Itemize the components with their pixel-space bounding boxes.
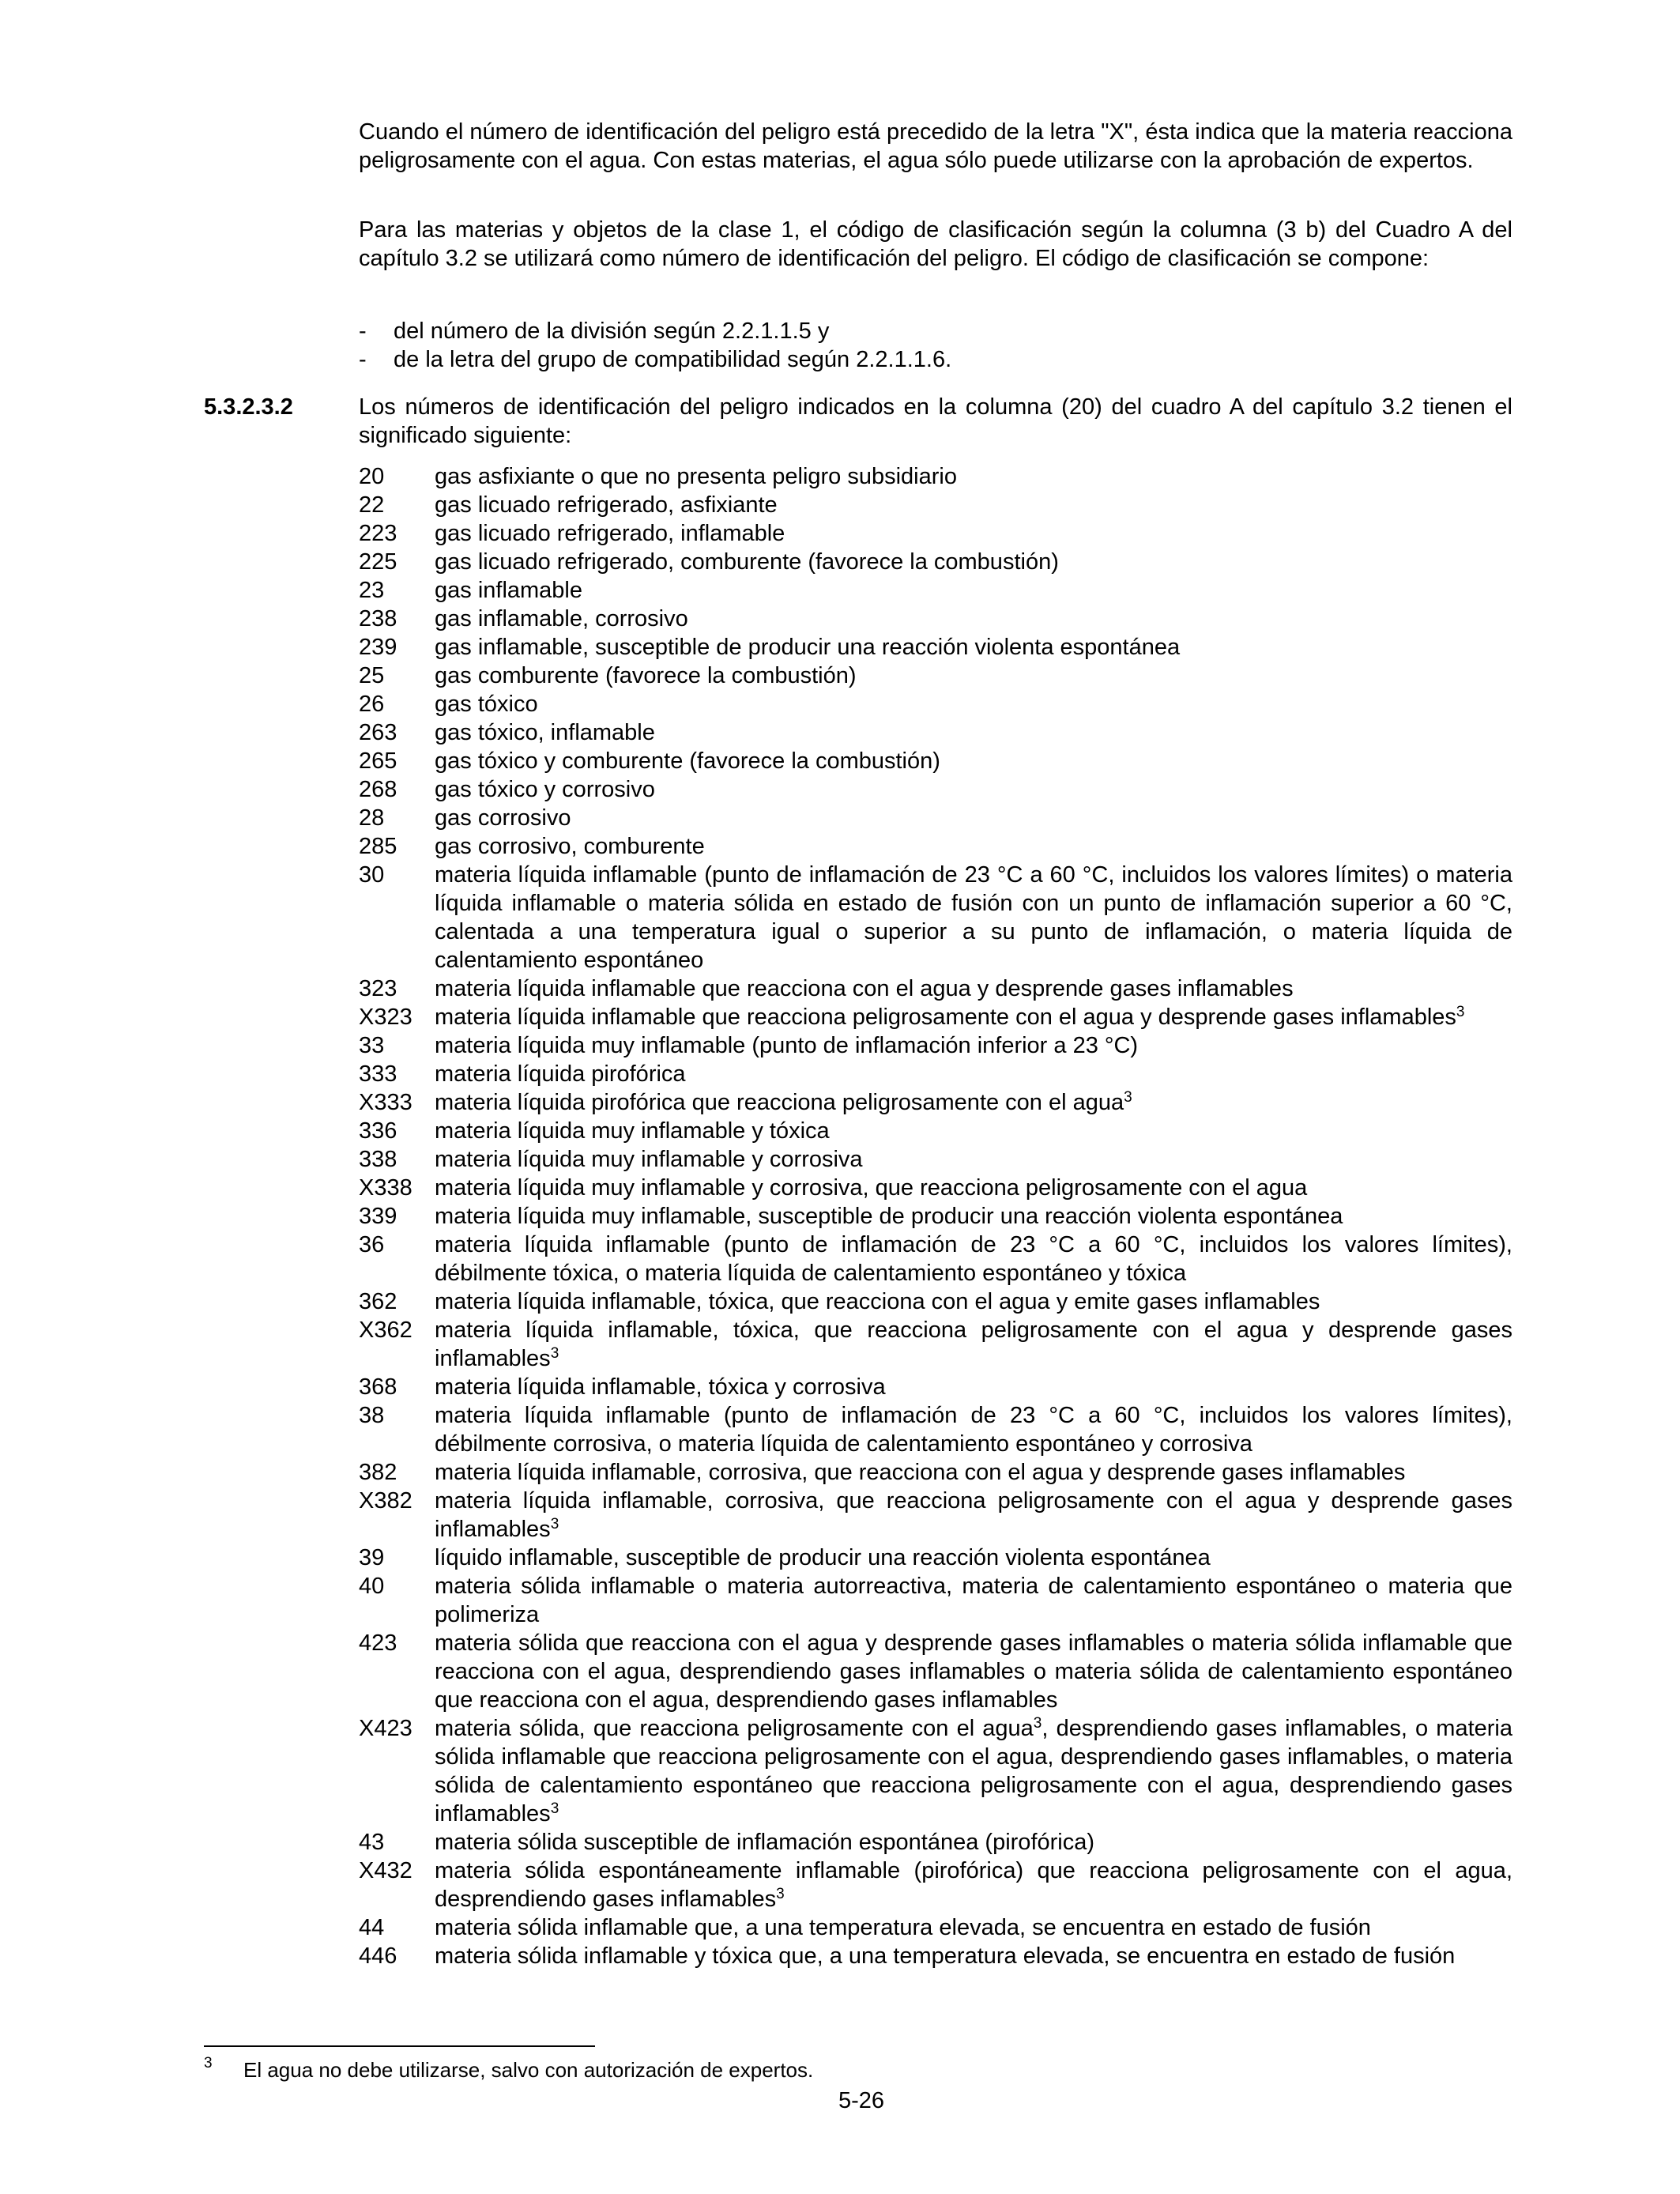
- description-text: materia líquida inflamable (punto de inflamación de 23 °C a 60 °C, incluidos los valores límites), débilmente tóxica, o materia líquida de calentamiento espontáneo y tóxica: [435, 1232, 1512, 1286]
- hazard-code-row: [359, 1316, 1512, 1373]
- hazard-code-row: [359, 804, 1512, 832]
- hazard-code-number: X362: [359, 1318, 412, 1343]
- hazard-code-number: 336: [359, 1118, 397, 1144]
- hazard-code-description: [435, 605, 1512, 633]
- description-text: materia líquida inflamable, tóxica, que reacciona peligrosamente con el agua y desprende gases inflamables: [435, 1318, 1512, 1371]
- description-text: materia sólida espontáneamente inflamable (pirofórica) que reacciona peligrosamente con el agua, desprendiendo gases inflamables: [435, 1858, 1512, 1912]
- hazard-code-description: [435, 1031, 1512, 1060]
- hazard-code-number: 333: [359, 1061, 397, 1087]
- description-part: materia sólida, que reacciona peligrosamente con el agua: [435, 1716, 1034, 1741]
- description-text: gas licuado refrigerado, comburente (favorece la combustión): [435, 549, 1059, 575]
- hazard-code-row: [359, 832, 1512, 861]
- hazard-code-row: [359, 633, 1512, 662]
- description-text: materia sólida que reacciona con el agua y desprende gases inflamables o materia sólida inflamable que reacciona con el agua, desprendiendo gases inflamables o materia sólida de calentamiento espontáneo que reacciona con el agua, desprendiendo gases inflamables: [435, 1630, 1512, 1713]
- description-text: gas licuado refrigerado, inflamable: [435, 521, 785, 546]
- hazard-code-description: [435, 462, 1512, 491]
- hazard-code-description: [435, 1487, 1512, 1544]
- description-text: materia líquida inflamable (punto de inflamación de 23 °C a 60 °C, incluidos los valores límites), débilmente corrosiva, o materia líquida de calentamiento espontáneo y corrosiva: [435, 1403, 1512, 1457]
- section-number: 5.3.2.3.2: [204, 394, 293, 420]
- hazard-code-description: [435, 1828, 1512, 1857]
- hazard-code-number: 223: [359, 521, 397, 546]
- hazard-code-number: 30: [359, 862, 385, 888]
- hazard-code-row: [359, 718, 1512, 747]
- description-text: materia líquida inflamable, tóxica y corrosiva: [435, 1374, 886, 1400]
- hazard-code-number: 323: [359, 976, 397, 1001]
- hazard-code-number: 28: [359, 805, 385, 831]
- hazard-code-description: [435, 491, 1512, 519]
- hazard-code-number: 43: [359, 1830, 385, 1855]
- hazard-code-number: 20: [359, 464, 385, 489]
- hazard-code-description: [435, 1316, 1512, 1373]
- footnote-reference: 3: [1456, 1004, 1465, 1020]
- bullet-text: de la letra del grupo de compatibilidad según 2.2.1.1.6.: [394, 347, 952, 372]
- hazard-code-description: [435, 804, 1512, 832]
- hazard-code-row: [359, 1145, 1512, 1174]
- hazard-code-number: 36: [359, 1232, 385, 1257]
- hazard-code-description: [435, 1088, 1512, 1117]
- bullet-text: del número de la división según 2.2.1.1.5 y: [394, 319, 830, 344]
- hazard-code-number: 265: [359, 748, 397, 774]
- hazard-code-description: [435, 718, 1512, 747]
- hazard-code-row: [359, 1629, 1512, 1714]
- hazard-code-row: [359, 1942, 1512, 1970]
- hazard-code-row: [359, 1913, 1512, 1942]
- description-part: , desprendiendo gases inflamables, o materia sólida inflamable que reacciona peligrosamente con el agua, desprendiendo gases inflamables, o materia sólida de calentamiento espontáneo que reacciona peligrosamente con el agua, desprendiendo gases inflamables: [435, 1716, 1512, 1826]
- description-text: materia líquida inflamable que reacciona peligrosamente con el agua y desprende gases inflamables: [435, 1005, 1456, 1030]
- page-number: 5-26: [838, 2088, 885, 2113]
- description-text: gas tóxico: [435, 692, 538, 717]
- hazard-code-number: 238: [359, 606, 397, 631]
- footnote: [204, 2057, 813, 2083]
- hazard-code-description: [435, 1003, 1512, 1031]
- hazard-code-description: [435, 1401, 1512, 1458]
- bullet-marker: -: [359, 319, 367, 344]
- description-text: gas licuado refrigerado, asfixiante: [435, 492, 778, 518]
- hazard-code-number: X323: [359, 1005, 412, 1030]
- footnote-reference: 3: [1033, 1715, 1042, 1732]
- hazard-code-row: [359, 605, 1512, 633]
- hazard-code-number: 339: [359, 1204, 397, 1229]
- hazard-code-description: [435, 662, 1512, 690]
- hazard-code-row: [359, 1060, 1512, 1088]
- hazard-code-description: [435, 1174, 1512, 1202]
- description-text: materia líquida muy inflamable (punto de inflamación inferior a 23 °C): [435, 1033, 1139, 1058]
- hazard-code-number: 338: [359, 1147, 397, 1172]
- footnote-reference: 3: [550, 1800, 559, 1817]
- hazard-code-description: [435, 861, 1512, 974]
- hazard-code-description: [435, 974, 1512, 1003]
- hazard-code-row: [359, 1828, 1512, 1857]
- hazard-code-description: [435, 1544, 1512, 1572]
- description-text: gas tóxico y comburente (favorece la combustión): [435, 748, 940, 774]
- hazard-code-description: [435, 1714, 1512, 1828]
- hazard-code-description: [435, 1231, 1512, 1287]
- hazard-code-description: [435, 1458, 1512, 1487]
- footnote-reference: 3: [776, 1886, 785, 1902]
- hazard-code-description: [435, 1942, 1512, 1970]
- footnote-reference: 3: [550, 1345, 559, 1362]
- hazard-code-row: [359, 576, 1512, 605]
- description-text: materia líquida inflamable, tóxica, que reacciona con el agua y emite gases inflamables: [435, 1289, 1320, 1314]
- hazard-code-row: [359, 1487, 1512, 1544]
- hazard-code-number: 40: [359, 1574, 385, 1599]
- hazard-code-description: [435, 690, 1512, 718]
- hazard-code-row: [359, 1401, 1512, 1458]
- hazard-code-row: [359, 1714, 1512, 1828]
- footnote-reference: 3: [550, 1516, 559, 1532]
- hazard-code-number: X382: [359, 1488, 412, 1514]
- hazard-code-row: [359, 1373, 1512, 1401]
- description-text: materia líquida muy inflamable, susceptible de producir una reacción violenta espontánea: [435, 1204, 1343, 1229]
- hazard-code-description: [435, 519, 1512, 548]
- hazard-code-row: [359, 1287, 1512, 1316]
- hazard-code-number: 446: [359, 1943, 397, 1969]
- hazard-code-description: [435, 747, 1512, 775]
- hazard-code-row: [359, 861, 1512, 974]
- hazard-code-description: [435, 1145, 1512, 1174]
- description-text: gas inflamable, corrosivo: [435, 606, 688, 631]
- intro-paragraph-1: Cuando el número de identificación del peligro está precedido de la letra "X", ésta indica que la materia reacciona peligrosamente con el agua. Con estas materias, el agua sólo puede utilizarse con la aprobación de expertos.: [359, 119, 1512, 173]
- bullet-item: [359, 345, 1512, 374]
- hazard-code-description: [435, 633, 1512, 662]
- hazard-code-number: 382: [359, 1460, 397, 1485]
- hazard-code-row: [359, 548, 1512, 576]
- hazard-code-number: 22: [359, 492, 385, 518]
- hazard-code-row: [359, 1031, 1512, 1060]
- hazard-code-description: [435, 1287, 1512, 1316]
- hazard-code-number: 362: [359, 1289, 397, 1314]
- section-intro-text: Los números de identificación del peligro indicados en la columna (20) del cuadro A del capítulo 3.2 tienen el significado siguiente:: [359, 394, 1512, 448]
- description-text: materia sólida inflamable que, a una temperatura elevada, se encuentra en estado de fusión: [435, 1915, 1371, 1940]
- description-text: gas tóxico y corrosivo: [435, 777, 655, 802]
- hazard-code-number: 263: [359, 720, 397, 745]
- hazard-code-description: [435, 1913, 1512, 1942]
- hazard-code-number: 239: [359, 635, 397, 660]
- description-text: gas asfixiante o que no presenta peligro subsidiario: [435, 464, 957, 489]
- description-text: gas tóxico, inflamable: [435, 720, 655, 745]
- intro-paragraph-2: Para las materias y objetos de la clase 1, el código de clasificación según la columna (3 b) del Cuadro A del capítulo 3.2 se utilizará como número de identificación del peligro. El código de clasificación se compone:: [359, 217, 1512, 271]
- description-text: materia sólida inflamable o materia autorreactiva, materia de calentamiento espontáneo o materia que polimeriza: [435, 1574, 1512, 1627]
- hazard-code-row: [359, 1117, 1512, 1145]
- hazard-code-row: [359, 775, 1512, 804]
- hazard-code-description: [435, 1060, 1512, 1088]
- hazard-code-description: [435, 1857, 1512, 1913]
- hazard-code-number: X423: [359, 1716, 412, 1741]
- hazard-code-row: [359, 1572, 1512, 1629]
- hazard-code-row: [359, 974, 1512, 1003]
- hazard-code-description: [435, 576, 1512, 605]
- bullet-marker: -: [359, 347, 367, 372]
- description-text: gas corrosivo, comburente: [435, 834, 705, 859]
- bullet-item: [359, 317, 1512, 345]
- classification-bullet-list: [359, 317, 1512, 374]
- hazard-code-number: X432: [359, 1858, 412, 1883]
- description-text: gas inflamable, susceptible de producir una reacción violenta espontánea: [435, 635, 1181, 660]
- description-text: materia líquida muy inflamable y corrosiva, que reacciona peligrosamente con el agua: [435, 1175, 1308, 1201]
- hazard-code-number: 368: [359, 1374, 397, 1400]
- description-text: materia sólida susceptible de inflamación espontánea (pirofórica): [435, 1830, 1095, 1855]
- hazard-code-description: [435, 548, 1512, 576]
- hazard-code-row: [359, 1174, 1512, 1202]
- hazard-code-number: X338: [359, 1175, 412, 1201]
- hazard-code-number: 38: [359, 1403, 385, 1428]
- hazard-code-row: [359, 1857, 1512, 1913]
- hazard-code-number: 423: [359, 1630, 397, 1656]
- hazard-code-number: X333: [359, 1090, 412, 1115]
- hazard-code-description: [435, 775, 1512, 804]
- hazard-code-row: [359, 1458, 1512, 1487]
- description-text: materia líquida inflamable que reacciona con el agua y desprende gases inflamables: [435, 976, 1294, 1001]
- hazard-code-row: [359, 519, 1512, 548]
- description-text: gas inflamable: [435, 578, 582, 603]
- hazard-code-number: 285: [359, 834, 397, 859]
- footnote-reference: 3: [1124, 1089, 1132, 1106]
- description-text: líquido inflamable, susceptible de producir una reacción violenta espontánea: [435, 1545, 1211, 1570]
- hazard-code-number: 26: [359, 692, 385, 717]
- description-text: materia líquida inflamable, corrosiva, que reacciona con el agua y desprende gases inflamables: [435, 1460, 1406, 1485]
- hazard-code-number: 33: [359, 1033, 385, 1058]
- hazard-code-list: [359, 462, 1512, 1970]
- hazard-code-description: [435, 832, 1512, 861]
- footnote-number: 3: [204, 2055, 213, 2071]
- hazard-code-number: 39: [359, 1545, 385, 1570]
- hazard-code-row: [359, 1544, 1512, 1572]
- hazard-code-row: [359, 1231, 1512, 1287]
- description-text: gas corrosivo: [435, 805, 571, 831]
- description-text: materia líquida inflamable, corrosiva, que reacciona peligrosamente con el agua y desprende gases inflamables: [435, 1488, 1512, 1542]
- hazard-code-description: [435, 1373, 1512, 1401]
- hazard-code-row: [359, 662, 1512, 690]
- footnote-separator: [204, 2045, 595, 2047]
- description-text: materia líquida muy inflamable y tóxica: [435, 1118, 830, 1144]
- hazard-code-description: [435, 1629, 1512, 1714]
- hazard-code-row: [359, 747, 1512, 775]
- hazard-code-number: 44: [359, 1915, 385, 1940]
- hazard-code-number: 23: [359, 578, 385, 603]
- hazard-code-number: 268: [359, 777, 397, 802]
- hazard-code-row: [359, 491, 1512, 519]
- hazard-code-row: [359, 1003, 1512, 1031]
- hazard-code-description: [435, 1572, 1512, 1629]
- footnote-text: El agua no debe utilizarse, salvo con autorización de expertos.: [243, 2058, 814, 2082]
- hazard-code-row: [359, 462, 1512, 491]
- hazard-code-row: [359, 690, 1512, 718]
- hazard-code-row: [359, 1202, 1512, 1231]
- hazard-code-number: 225: [359, 549, 397, 575]
- hazard-code-description: [435, 1202, 1512, 1231]
- description-text: gas comburente (favorece la combustión): [435, 663, 857, 688]
- hazard-code-number: 25: [359, 663, 385, 688]
- description-text: materia líquida inflamable (punto de inflamación de 23 °C a 60 °C, incluidos los valores límites) o materia líquida inflamable o materia sólida en estado de fusión con un punto de inflamación superior a 60 °C, calentada a una temperatura igual o superior a su punto de inflamación, o materia líquida de calentamiento espontáneo: [435, 862, 1512, 973]
- description-text: materia líquida pirofórica que reacciona peligrosamente con el agua: [435, 1090, 1124, 1115]
- description-text: materia sólida inflamable y tóxica que, a una temperatura elevada, se encuentra en estado de fusión: [435, 1943, 1456, 1969]
- hazard-code-description: [435, 1117, 1512, 1145]
- hazard-code-row: [359, 1088, 1512, 1117]
- description-text: materia líquida pirofórica: [435, 1061, 686, 1087]
- description-text: materia líquida muy inflamable y corrosiva: [435, 1147, 863, 1172]
